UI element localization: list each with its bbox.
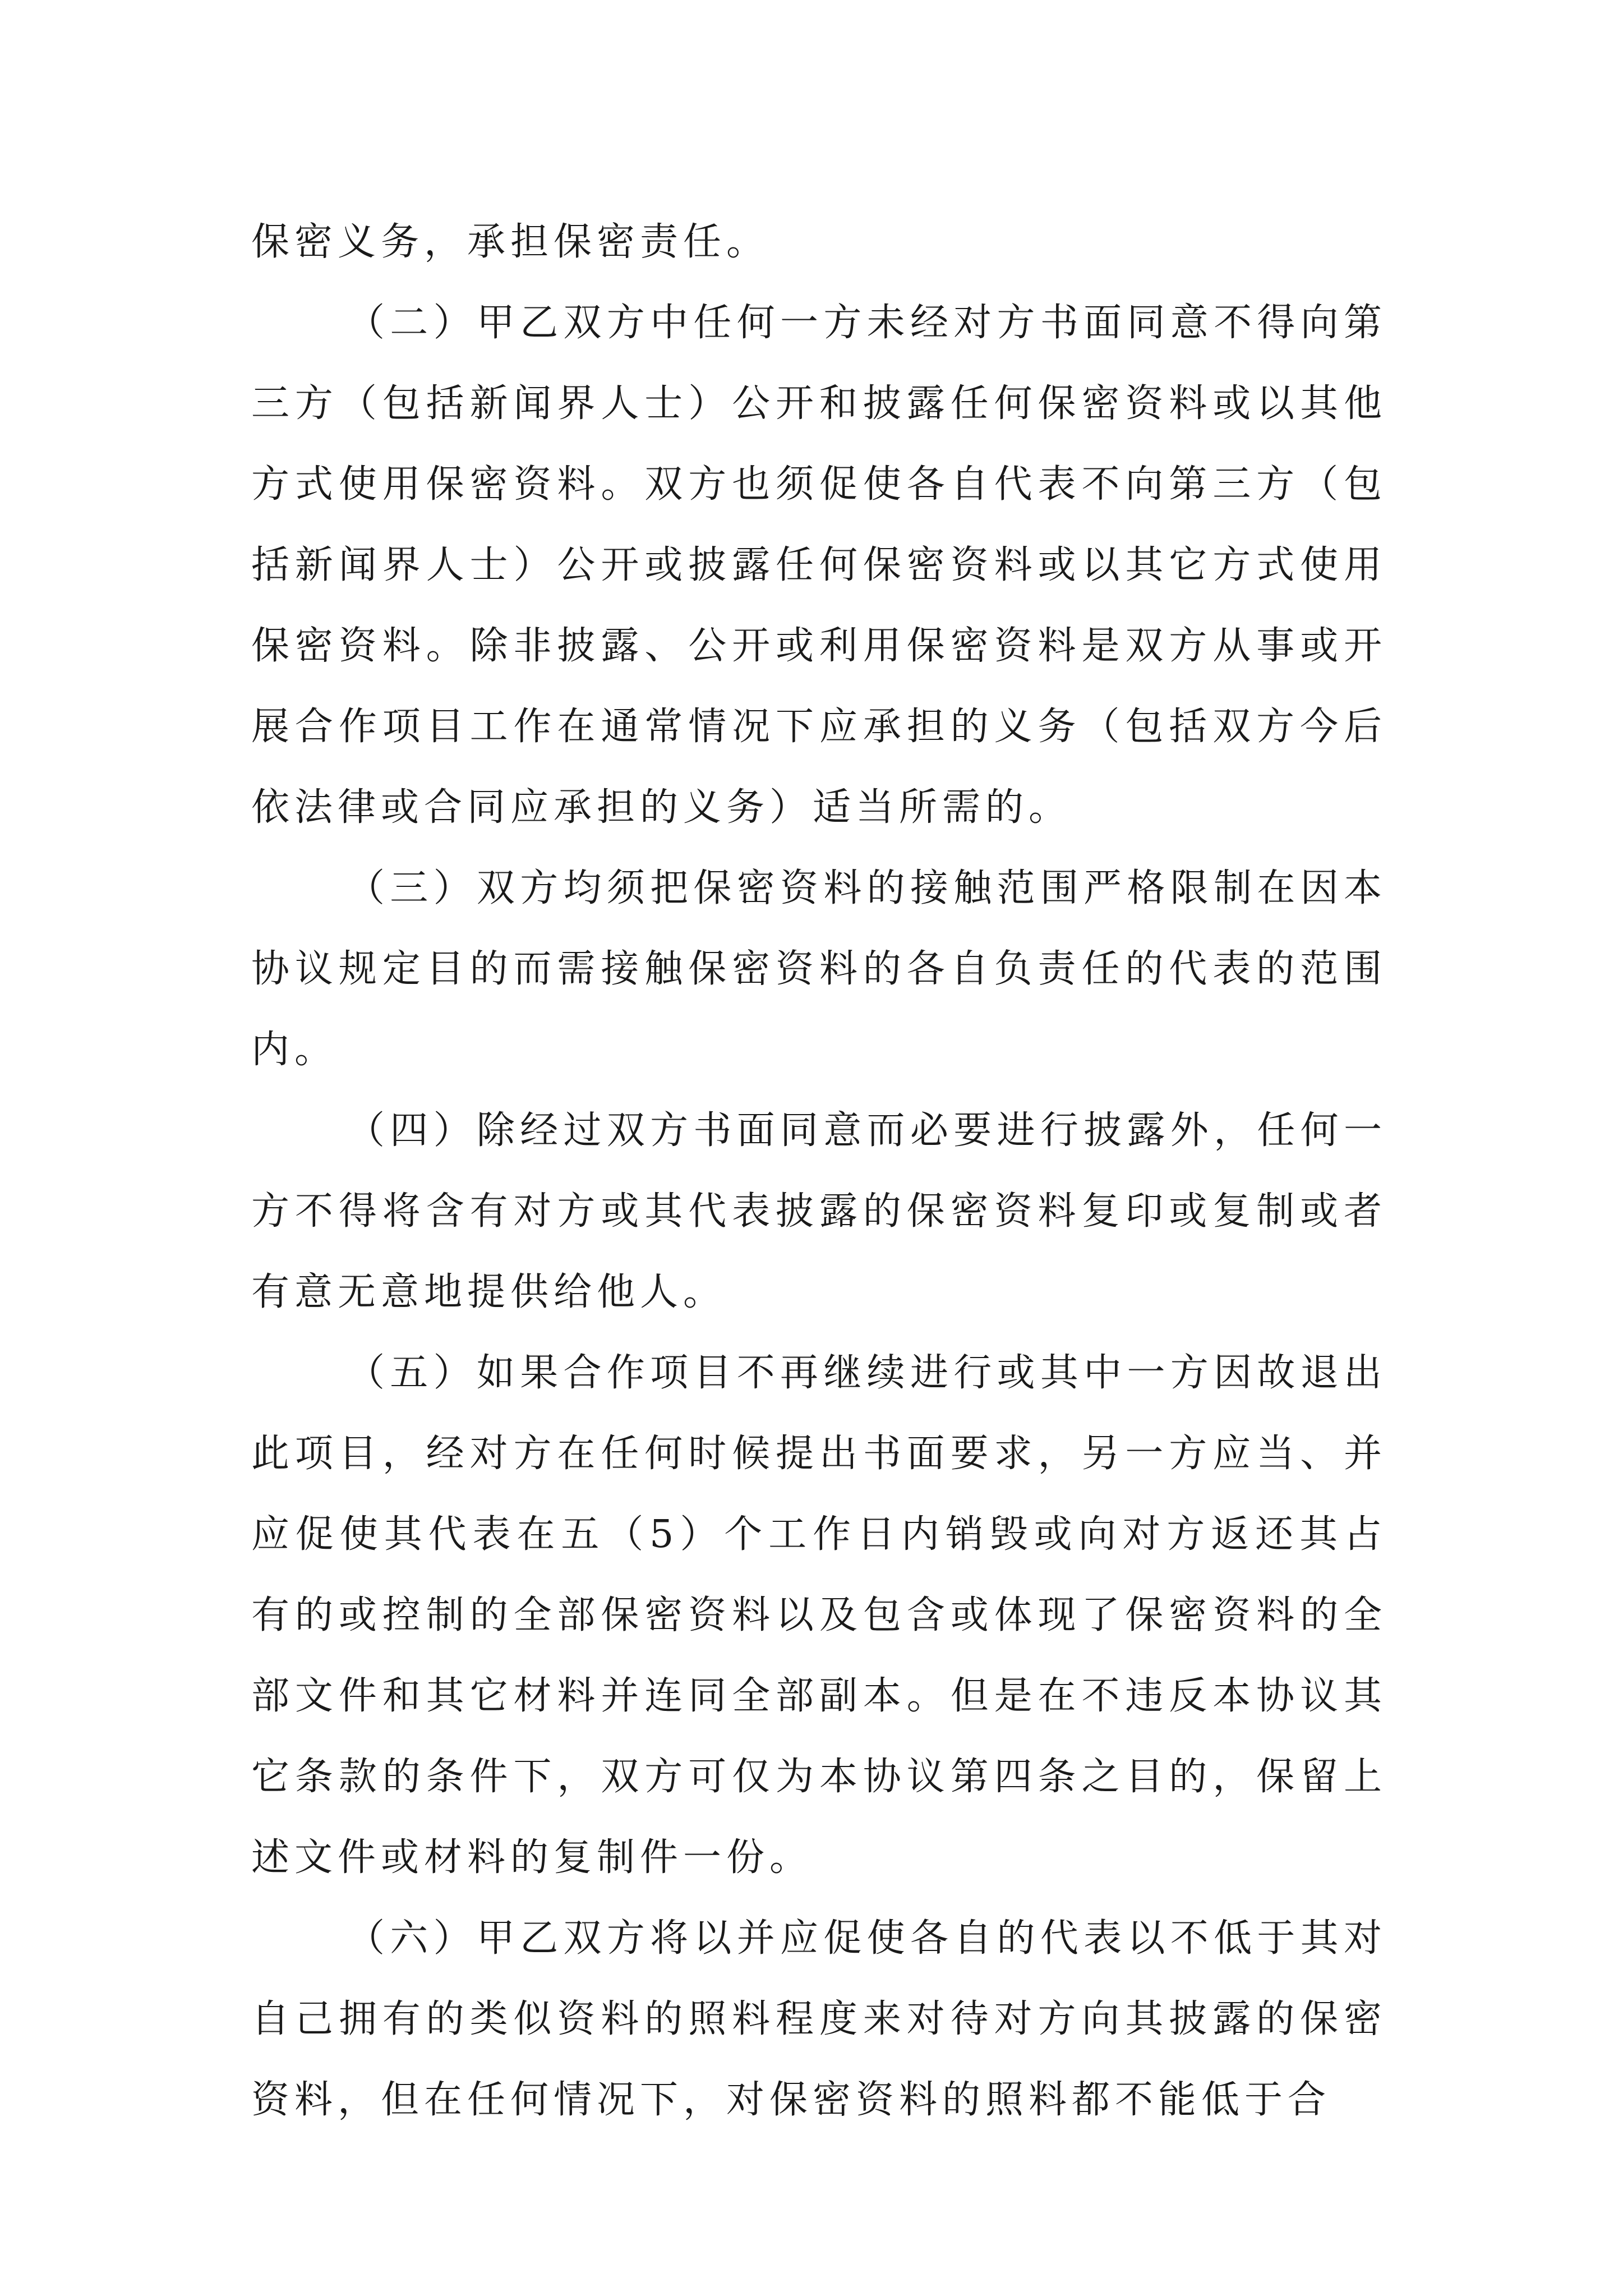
document-body: [251, 202, 1387, 2141]
paragraph-clause-3: （三）双方均须把保密资料的接触范围严格限制在因本协议规定目的而需接触保密资料的各自负责任的代表的范围内。: [251, 866, 1387, 1072]
paragraph-continuation: 保密义务，承担保密责任。: [251, 220, 770, 264]
paragraph-clause-5: （五）如果合作项目不再继续进行或其中一方因故退出此项目，经对方在任何时候提出书面要求，另一方应当、并应促使其代表在五（5）个工作日内销毁或向对方返还其占有的或控制的全部保密资料以及包含或体现了保密资料的全部文件和其它材料并连同全部副本。但是在不违反本协议其它条款的条件下，双方可仅为本协议第四条之目的，保留上述文件或材料的复制件一份。: [251, 1351, 1387, 1880]
paragraph-clause-6: （六）甲乙双方将以并应促使各自的代表以不低于其对自己拥有的类似资料的照料程度来对待对方向其披露的保密资料，但在任何情况下，对保密资料的照料都不能低于合: [251, 1916, 1387, 2122]
paragraph-clause-4: （四）除经过双方书面同意而必要进行披露外，任何一方不得将含有对方或其代表披露的保密资料复印或复制或者有意无意地提供给他人。: [251, 1108, 1387, 1314]
paragraph-clause-2: （二）甲乙双方中任何一方未经对方书面同意不得向第三方（包括新闻界人士）公开和披露任何保密资料或以其他方式使用保密资料。双方也须促使各自代表不向第三方（包括新闻界人士）公开或披露任何保密资料或以其它方式使用保密资料。除非披露、公开或利用保密资料是双方从事或开展合作项目工作在通常情况下应承担的义务（包括双方今后依法律或合同应承担的义务）适当所需的。: [251, 301, 1387, 830]
